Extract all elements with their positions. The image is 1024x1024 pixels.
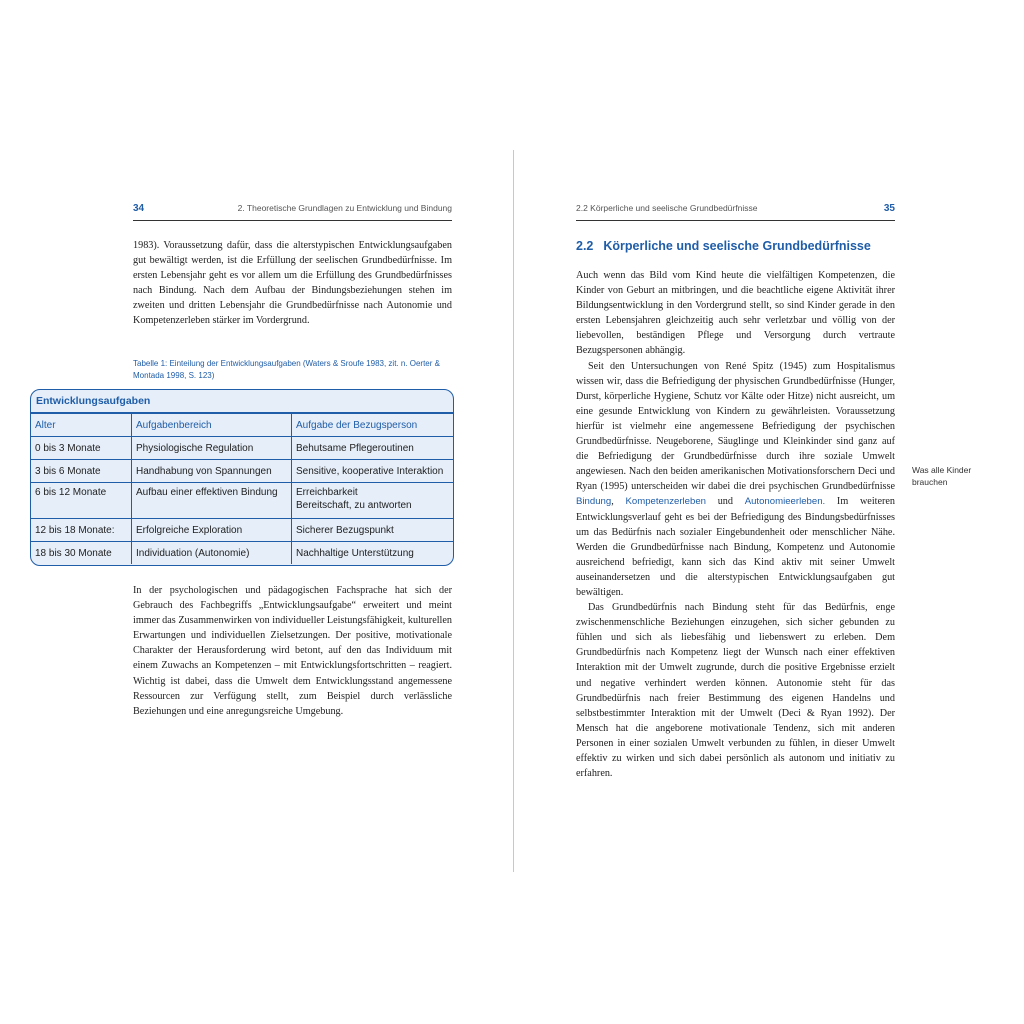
left-header-rule: [133, 220, 452, 221]
table-row: [31, 437, 453, 460]
right-paragraph-1: Auch wenn das Bild vom Kind heute die vielfältigen Kompetenzen, die Kinder von Geburt an mitbringen, und die beachtliche eigene Aktivität ihrer Bildungsentwicklung in den Vordergrund stellt, so sind Kinder gerade in den ersten Lebensjahren gleichzeitig auch sehr verletzbar und völlig von der liebevollen, beständigen Pflege und Versorgung durch vertraute Bezugspersonen abhängig.: [576, 270, 895, 357]
table-cell: 3 bis 6 Monate: [31, 460, 132, 483]
term-autonomieerleben: Autonomieerleben.: [744, 496, 826, 508]
term-bindung: Bindung: [576, 496, 612, 508]
table-cell-line: Erreichbarkeit: [296, 487, 358, 498]
page-gutter-divider: [513, 150, 514, 872]
left-paragraph-1: 1983). Voraussetzung dafür, dass die alterstypischen Entwicklungsaufgaben gut bewältigt werden, ist die Erfüllung der seelischen Grundbedürfnisse. Im ersten Lebensjahr geht es vor allem um die Erfüllung des Grundbedürfnisses nach Bindung. Nach dem Aufbau der Bindungsbeziehungen stehen im zweiten und dritten Lebensjahr die Grundbedürfnisse nach Autonomie und Kompetenzerleben stärker im Vordergrund.: [133, 240, 452, 327]
right-page-number: 35: [883, 203, 895, 214]
table-cell: Erfolgreiche Exploration: [132, 519, 292, 542]
table-header-cell: Aufgabenbereich: [132, 414, 292, 437]
section-heading: [576, 239, 871, 253]
table-header-row: [31, 414, 453, 437]
table-header-cell: Aufgabe der Bezugsperson: [292, 414, 454, 437]
left-page-number: 34: [133, 203, 145, 214]
table-cell: 0 bis 3 Monate: [31, 437, 132, 460]
table-cell: Sicherer Bezugspunkt: [292, 519, 454, 542]
table-cell: Individuation (Autonomie): [132, 542, 292, 565]
table-cell: Behutsame Pflegeroutinen: [292, 437, 454, 460]
table-cell: [292, 483, 454, 519]
table-cell: Physiologische Regulation: [132, 437, 292, 460]
section-title: Körperliche und seelische Grundbedürfnisse: [603, 239, 871, 253]
table-cell: Aufbau einer effektiven Bindung: [132, 483, 292, 519]
left-running-head: 2. Theoretische Grundlagen zu Entwicklung und Bindung: [237, 203, 452, 213]
table-cell: Handhabung von Spannungen: [132, 460, 292, 483]
table-row: [31, 542, 453, 565]
table-cell: Nachhaltige Unterstützung: [292, 542, 454, 565]
right-running-head: 2.2 Körperliche und seelische Grundbedürfnisse: [576, 203, 758, 213]
table-title: Entwicklungsaufgaben: [31, 390, 453, 413]
right-header-rule: [576, 220, 895, 221]
table-row: [31, 460, 453, 483]
development-tasks-table: [30, 389, 454, 566]
section-number: 2.2: [576, 239, 594, 253]
table-row: [31, 483, 453, 519]
table-row: [31, 519, 453, 542]
right-paragraph-3: Das Grundbedürfnis nach Bindung steht für das Bedürfnis, enge zwischenmenschliche Beziehungen einzugehen, sich sicher gebunden zu fühlen und sich als liebesfähig und liebenswert zu erleben. Dem Grundbedürfnis nach Kompetenz liegt der Wunsch nach einer effektiven Interaktion mit der Umwelt zugrunde, durch die positive Ergebnisse erzielt und negative verhindert werden können. Autonomie steht für das Grundbedürfnis nach freier Bestimmung des eigenen Handelns und selbstbestimmter Interaktion mit der Umwelt (Deci & Ryan 1992). Der Mensch hat die angeborene motivationale Tendenz, sich mit anderen Personen in einer sozialen Umwelt verbunden zu fühlen, in dieser Umwelt effektiv zu wirken und sich dabei persönlich als autonom und initiativ zu erfahren.: [576, 602, 895, 780]
right-paragraph-2: Seit den Untersuchungen von René Spitz (1945) zum Hospitalismus wissen wir, dass die Befriedigung der physischen Grundbedürfnisse (Hunger, Durst, körperliche Hygiene, Schutz vor Kälte oder Hitze) nicht ausreicht, um eine gesunde Entwicklung von Kindern zu gewährleisten. Voraussetzung hierfür ist vielmehr eine angemessene Befriedigung der psychischen Grundbedürfnisse. Neugeborene, Säuglinge und Kleinkinder sind ganz auf die Befriedigung der Grundbedürfnisse durch ihre soziale Umwelt angewiesen. Nach den beiden amerikanischen Motivationsforschern Deci und Ryan (1995) unterscheiden wir dabei die drei psychischen Grundbedürfnisse Bindung, Kompetenzerleben und Autonomieerleben. Im weiteren Entwicklungsverlauf geht es bei der Befriedigung des Bindungsbedürfnisses um das Bedürfnis nach sozialer Eingebundenheit oder menschlicher Nähe. Werden die Grundbedürfnisse nach Bindung, Kompetenz und Autonomie ausreichend befriedigt, kann sich das Kind aktiv mit seiner Umwelt auseinandersetzen und die alterstypischen Entwicklungsaufgaben gut bewältigen.: [576, 360, 896, 598]
table-cell: 6 bis 12 Monate: [31, 483, 132, 519]
table-caption: Tabelle 1: Einteilung der Entwicklungsaufgaben (Waters & Sroufe 1983, zit. n. Oerter & Montada 1998, S. 123): [133, 359, 440, 380]
table-cell-line: Bereitschaft, zu antworten: [296, 500, 412, 511]
left-paragraph-2: In der psychologischen und pädagogischen Fachsprache hat sich der Gebrauch des Fachbegriffs „Entwicklungsaufgabe“ erweitert und meint immer das Zusammenwirken von individueller Leistungsfähigkeit, kulturellen Erwartungen und individuellen Zielsetzungen. Der positive, motivationale Charakter der Herausforderung wird betont, auf den das Individuum mit einem Zuwachs an Kompetenzen – mit Entwicklungsfortschritten – reagiert. Wichtig ist dabei, dass die Umwelt dem Entwicklungsstand angemessene Ressourcen zur Verfügung stellt, zum Beispiel durch verlässliche Beziehungen und eine anregungsreiche Umgebung.: [133, 585, 452, 717]
table-cell: 12 bis 18 Monate:: [31, 519, 132, 542]
table-header-cell: Alter: [31, 414, 132, 437]
margin-note: Was alle Kinder brauchen: [912, 465, 972, 487]
table-cell: Sensitive, kooperative Interaktion: [292, 460, 454, 483]
term-kompetenzerleben: Kompetenzerleben: [625, 496, 707, 508]
right-body-text: [576, 268, 895, 781]
table-cell: 18 bis 30 Monate: [31, 542, 132, 565]
